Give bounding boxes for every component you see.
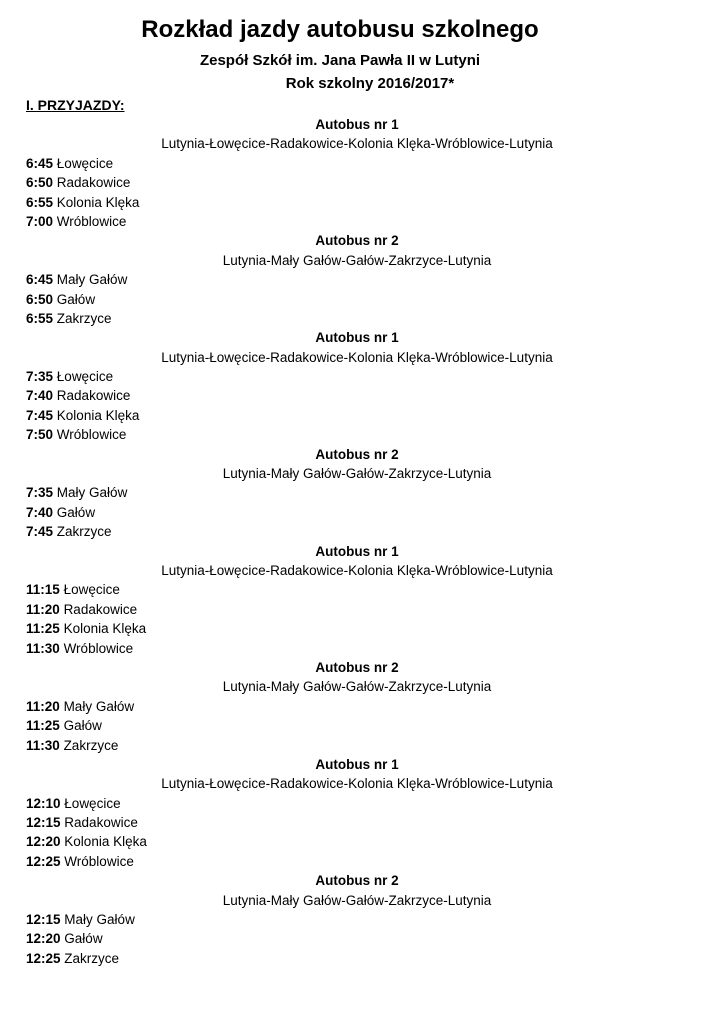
- stop-time: 11:25: [26, 718, 60, 734]
- stop-place: Mały Gałów: [63, 698, 135, 714]
- stop-row: [26, 290, 724, 309]
- stop-time: 7:45: [26, 524, 54, 540]
- stop-row: [26, 406, 724, 425]
- schedule-blocks: [0, 115, 724, 968]
- stop-row: [26, 386, 724, 405]
- bus-number: Autobus nr 2: [315, 873, 399, 889]
- stop-time: 6:55: [26, 194, 54, 210]
- stop-time: 12:15: [26, 912, 61, 928]
- stop-place: Kolonia Klęka: [56, 407, 140, 423]
- stop-place: Radakowice: [64, 815, 138, 831]
- stop-row: [26, 483, 724, 502]
- bus-route: Lutynia-Mały Gałów-Gałów-Zakrzyce-Lutynia: [222, 466, 492, 482]
- bus-block: [0, 445, 724, 542]
- bus-block: [0, 755, 724, 871]
- bus-number: Autobus nr 1: [315, 543, 399, 559]
- stop-row: [26, 600, 724, 619]
- stop-time: 11:20: [26, 698, 60, 714]
- stop-row: [26, 794, 724, 813]
- stop-time: 12:10: [26, 795, 61, 811]
- stop-time: 7:35: [26, 485, 54, 501]
- stop-place: Zakrzyce: [56, 524, 112, 540]
- stop-row: [26, 212, 724, 231]
- bus-route: Lutynia-Łowęcice-Radakowice-Kolonia Klęka-Wróblowice-Lutynia: [161, 136, 553, 152]
- stop-place: Gałów: [63, 718, 102, 734]
- stop-row: [26, 154, 724, 173]
- stop-time: 12:25: [26, 950, 61, 966]
- stop-place: Łowęcice: [63, 582, 120, 598]
- stop-row: [26, 852, 724, 871]
- stop-time: 11:15: [26, 582, 60, 598]
- stop-row: [26, 619, 724, 638]
- stop-time: 7:50: [26, 427, 54, 443]
- stop-time: 11:20: [26, 601, 60, 617]
- stop-time: 7:00: [26, 213, 54, 229]
- stop-list: [0, 270, 724, 328]
- stop-row: [26, 503, 724, 522]
- section-heading-arrivals: I. PRZYJAZDY:: [26, 97, 125, 113]
- stop-time: 11:30: [26, 640, 60, 656]
- stop-row: [26, 522, 724, 541]
- stop-row: [26, 832, 724, 851]
- stop-time: 6:55: [26, 310, 54, 326]
- bus-number: Autobus nr 1: [315, 330, 399, 346]
- bus-number: Autobus nr 2: [315, 233, 399, 249]
- stop-row: [26, 367, 724, 386]
- stop-row: [26, 639, 724, 658]
- stop-place: Kolonia Klęka: [63, 621, 147, 637]
- stop-place: Gałów: [64, 931, 103, 947]
- stop-place: Gałów: [56, 504, 96, 520]
- stop-place: Radakowice: [56, 388, 131, 404]
- stop-time: 12:20: [26, 931, 61, 947]
- stop-place: Radakowice: [56, 175, 131, 191]
- stop-place: Gałów: [56, 291, 96, 307]
- bus-block: [0, 658, 724, 755]
- stop-list: [0, 154, 724, 232]
- stop-time: 6:50: [26, 175, 54, 191]
- stop-row: [26, 309, 724, 328]
- stop-time: 11:30: [26, 737, 60, 753]
- stop-place: Wróblowice: [63, 640, 134, 656]
- stop-row: [26, 173, 724, 192]
- page-title: Rozkład jazdy autobusu szkolnego: [141, 16, 539, 43]
- stop-place: Wróblowice: [56, 213, 127, 229]
- stop-time: 7:35: [26, 369, 54, 385]
- stop-place: Kolonia Klęka: [64, 834, 147, 850]
- stop-row: [26, 736, 724, 755]
- stop-place: Łowęcice: [64, 795, 121, 811]
- bus-number: Autobus nr 2: [315, 659, 399, 675]
- bus-route: Lutynia-Mały Gałów-Gałów-Zakrzyce-Lutynia: [222, 252, 492, 268]
- stop-place: Mały Gałów: [64, 912, 135, 928]
- bus-route: Lutynia-Mały Gałów-Gałów-Zakrzyce-Lutynia: [222, 892, 492, 908]
- stop-row: [26, 929, 724, 948]
- bus-route: Lutynia-Łowęcice-Radakowice-Kolonia Klęka-Wróblowice-Lutynia: [161, 349, 553, 365]
- stop-list: [0, 910, 724, 968]
- stop-place: Radakowice: [63, 601, 138, 617]
- stop-row: [26, 716, 724, 735]
- stop-list: [0, 697, 724, 755]
- stop-row: [26, 580, 724, 599]
- stop-time: 7:45: [26, 407, 54, 423]
- stop-row: [26, 270, 724, 289]
- school-year: Rok szkolny 2016/2017*: [285, 75, 455, 92]
- stop-time: 6:45: [26, 155, 54, 171]
- stop-row: [26, 425, 724, 444]
- bus-block: [0, 328, 724, 444]
- bus-block: [0, 871, 724, 968]
- bus-number: Autobus nr 2: [315, 446, 399, 462]
- school-name: Zespół Szkół im. Jana Pawła II w Lutyni: [199, 52, 481, 69]
- bus-block: [0, 542, 724, 658]
- stop-place: Mały Gałów: [56, 272, 128, 288]
- stop-time: 11:25: [26, 621, 60, 637]
- stop-list: [0, 483, 724, 541]
- stop-place: Wróblowice: [64, 853, 134, 869]
- stop-time: 12:20: [26, 834, 61, 850]
- stop-time: 12:25: [26, 853, 61, 869]
- stop-time: 6:45: [26, 272, 54, 288]
- stop-row: [26, 697, 724, 716]
- stop-place: Łowęcice: [56, 155, 114, 171]
- stop-list: [0, 367, 724, 445]
- stop-row: [26, 949, 724, 968]
- stop-row: [26, 193, 724, 212]
- stop-time: 6:50: [26, 291, 54, 307]
- bus-number: Autobus nr 1: [315, 117, 399, 132]
- bus-block: [0, 231, 724, 328]
- stop-place: Łowęcice: [56, 369, 114, 385]
- bus-route: Lutynia-Mały Gałów-Gałów-Zakrzyce-Lutynia: [222, 679, 492, 695]
- stop-place: Zakrzyce: [63, 737, 119, 753]
- stop-time: 7:40: [26, 388, 54, 404]
- stop-time: 12:15: [26, 815, 61, 831]
- stop-row: [26, 813, 724, 832]
- stop-row: [26, 910, 724, 929]
- stop-place: Kolonia Klęka: [56, 194, 140, 210]
- bus-route: Lutynia-Łowęcice-Radakowice-Kolonia Klęka-Wróblowice-Lutynia: [161, 562, 553, 578]
- bus-route: Lutynia-Łowęcice-Radakowice-Kolonia Klęka-Wróblowice-Lutynia: [161, 776, 553, 792]
- stop-place: Wróblowice: [56, 427, 127, 443]
- stop-place: Zakrzyce: [56, 310, 112, 326]
- stop-list: [0, 580, 724, 658]
- stop-list: [0, 794, 724, 872]
- stop-place: Zakrzyce: [64, 950, 120, 966]
- stop-place: Mały Gałów: [56, 485, 128, 501]
- stop-time: 7:40: [26, 504, 54, 520]
- bus-number: Autobus nr 1: [315, 756, 399, 772]
- bus-block: [0, 115, 724, 231]
